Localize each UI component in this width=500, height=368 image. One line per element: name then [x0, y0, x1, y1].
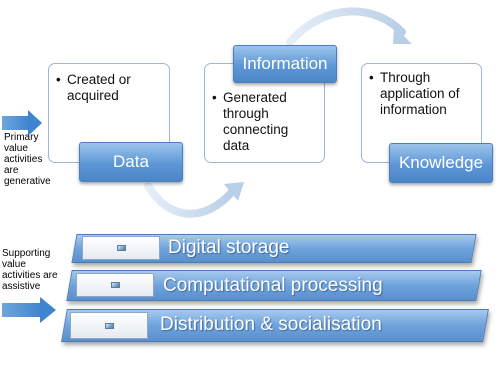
- picture-icon: [105, 323, 114, 329]
- picture-icon: [111, 282, 120, 288]
- data-to-information-arrow: [148, 182, 244, 214]
- information-to-knowledge-arrow: [290, 11, 412, 44]
- supporting-side-arrow: [2, 297, 56, 323]
- computational-processing-tile: [76, 273, 154, 297]
- data-bullet: • Created or acquired: [67, 72, 165, 104]
- digital-storage-label: Digital storage: [168, 237, 290, 258]
- data-label-box: Data: [79, 142, 183, 182]
- knowledge-label-box: Knowledge: [389, 143, 493, 183]
- picture-icon: [117, 245, 126, 251]
- digital-storage-tile: [82, 236, 160, 260]
- supporting-activities-label: Supporting value activities are assistive: [2, 248, 58, 292]
- knowledge-bullet: • Through application of information: [380, 70, 472, 118]
- distribution-socialisation-tile: [70, 312, 148, 339]
- primary-activities-label: Primary value activities are generative: [4, 132, 51, 187]
- information-label-box: Information: [233, 45, 337, 83]
- distribution-socialisation-label: Distribution & socialisation: [160, 314, 382, 335]
- information-bullet: • Generated through connecting data: [223, 90, 313, 154]
- computational-processing-label: Computational processing: [163, 275, 383, 296]
